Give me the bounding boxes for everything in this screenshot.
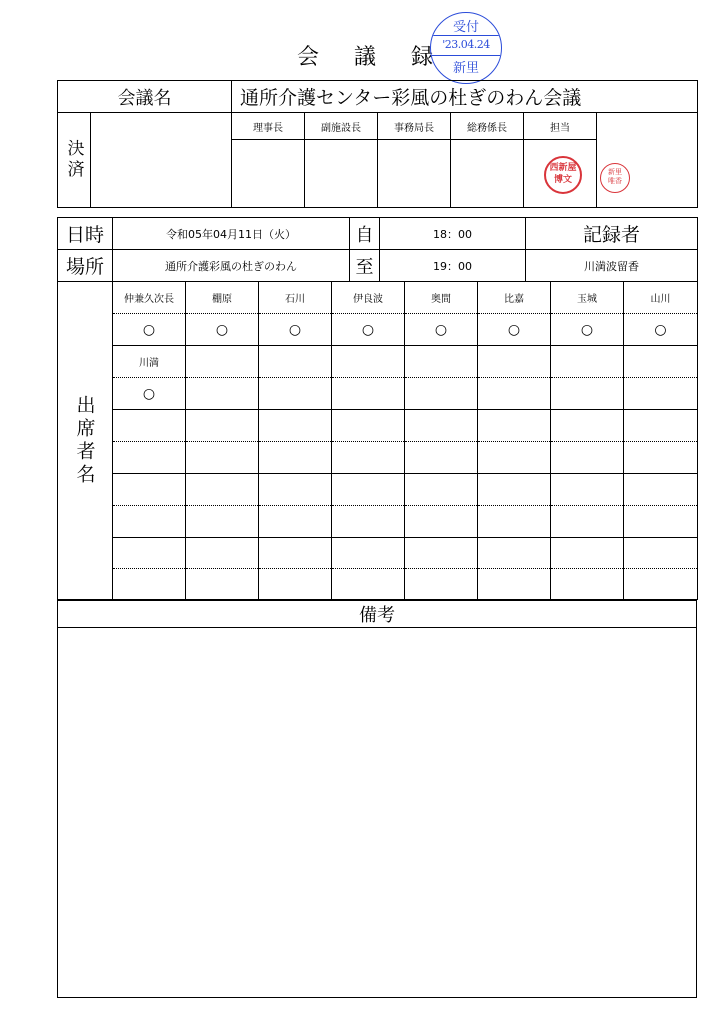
attendance-mark: [113, 506, 186, 538]
attendance-mark: ○: [113, 314, 186, 346]
attendance-mark: [332, 378, 405, 410]
seal-box-vice-director: [305, 140, 378, 208]
attendee-name: [113, 474, 186, 506]
attendee-name: 川満: [113, 346, 186, 378]
attendee-name: [405, 346, 478, 378]
recorder-value: 川満波留香: [526, 250, 698, 282]
attendees-label: 出席者名: [58, 282, 113, 600]
attendee-name: [113, 410, 186, 442]
remarks-body: [58, 628, 697, 998]
position-chairman: 理事長: [232, 113, 305, 140]
attendance-mark: [259, 378, 332, 410]
position-vice-director: 副施設長: [305, 113, 378, 140]
attendance-mark: [186, 569, 259, 600]
document-title: 会 議 録: [297, 45, 447, 70]
attendee-name: 奥間: [405, 282, 478, 314]
attendance-mark: ○: [405, 314, 478, 346]
attendee-name: [113, 538, 186, 569]
attendance-mark: [405, 569, 478, 600]
attendance-mark: [113, 442, 186, 474]
seal-box-secretary-general: [378, 140, 451, 208]
attendee-name: [332, 410, 405, 442]
seal-stamp: 新里 唯香: [600, 163, 630, 193]
attendance-mark: [332, 569, 405, 600]
attendance-mark: [186, 378, 259, 410]
attendee-name: 比嘉: [478, 282, 551, 314]
attendance-mark: ○: [259, 314, 332, 346]
date-value: 令和05年04月11日（火）: [113, 218, 350, 250]
attendee-name: [478, 474, 551, 506]
attendance-mark: [405, 378, 478, 410]
received-stamp-bottom: 新里: [452, 61, 479, 76]
seal-box-tanto: [524, 140, 597, 208]
attendance-mark: [478, 569, 551, 600]
attendee-name: [186, 410, 259, 442]
to-label: 至: [350, 250, 380, 282]
attendee-name: [551, 346, 624, 378]
attendance-mark: ○: [551, 314, 624, 346]
attendance-mark: [551, 442, 624, 474]
place-label: 場所: [58, 250, 113, 282]
attendee-name: 仲兼久次長: [113, 282, 186, 314]
meeting-name-label: 会議名: [58, 81, 232, 113]
recorder-label: 記録者: [526, 218, 698, 250]
attendance-mark: [624, 442, 698, 474]
attendee-name: 棚原: [186, 282, 259, 314]
attendee-name: [624, 410, 698, 442]
attendee-name: 石川: [259, 282, 332, 314]
position-secretary-general: 事務局長: [378, 113, 451, 140]
attendee-name: 伊良波: [332, 282, 405, 314]
attendee-name: [478, 538, 551, 569]
attendee-name: [332, 346, 405, 378]
to-time: 19：00: [380, 250, 526, 282]
attendee-name: [259, 538, 332, 569]
attendance-mark: [332, 506, 405, 538]
place-value: 通所介護彩風の杜ぎのわん: [113, 250, 350, 282]
received-stamp-top: 受付: [452, 20, 479, 35]
attendee-name: [259, 474, 332, 506]
approval-blank: [91, 113, 232, 208]
attendance-mark: [113, 569, 186, 600]
attendance-mark: [478, 442, 551, 474]
attendee-name: [332, 538, 405, 569]
attendance-mark: [259, 506, 332, 538]
attendance-mark: [259, 442, 332, 474]
attendance-mark: [551, 569, 624, 600]
attendance-mark: [186, 442, 259, 474]
meeting-name-value: 通所介護センター彩風の杜ぎのわん会議: [232, 81, 698, 113]
attendee-name: [332, 474, 405, 506]
attendance-mark: [478, 378, 551, 410]
attendee-name: [624, 474, 698, 506]
attendee-name: [624, 538, 698, 569]
position-tanto: 担当: [524, 113, 597, 140]
position-general-affairs: 総務係長: [451, 113, 524, 140]
seal-stamp: 西新屋 博文: [544, 156, 582, 194]
attendee-name: [259, 410, 332, 442]
remarks-table: [57, 600, 697, 998]
received-stamp-date: '23.04.24: [442, 38, 490, 51]
from-time: 18：00: [380, 218, 526, 250]
attendee-name: [478, 410, 551, 442]
attendance-mark: ○: [332, 314, 405, 346]
date-label: 日時: [58, 218, 113, 250]
attendance-mark: [259, 569, 332, 600]
attendance-mark: [405, 442, 478, 474]
remarks-label: 備考: [58, 601, 697, 628]
attendee-name: 玉城: [551, 282, 624, 314]
approval-label: 決済: [58, 113, 91, 208]
attendee-name: [551, 474, 624, 506]
attendance-mark: [332, 442, 405, 474]
attendee-name: [405, 410, 478, 442]
approval-extra-seal-cell: [597, 113, 698, 208]
attendee-name: [478, 346, 551, 378]
attendees-table: [57, 281, 698, 600]
attendance-mark: [405, 506, 478, 538]
attendance-mark: ○: [113, 378, 186, 410]
attendance-mark: [551, 506, 624, 538]
attendance-mark: [186, 506, 259, 538]
attendee-name: [405, 538, 478, 569]
info-table: [57, 217, 698, 282]
attendance-mark: [624, 569, 698, 600]
attendee-name: [551, 538, 624, 569]
attendance-mark: [478, 506, 551, 538]
seal-box-general-affairs: [451, 140, 524, 208]
attendance-mark: [551, 378, 624, 410]
attendee-name: [259, 346, 332, 378]
attendance-mark: ○: [186, 314, 259, 346]
received-stamp: [430, 12, 502, 84]
attendee-name: [405, 474, 478, 506]
attendance-mark: ○: [624, 314, 698, 346]
approval-table: [57, 80, 698, 208]
from-label: 自: [350, 218, 380, 250]
attendee-name: 山川: [624, 282, 698, 314]
attendee-name: [624, 346, 698, 378]
attendance-mark: [624, 378, 698, 410]
attendee-name: [551, 410, 624, 442]
attendance-mark: ○: [478, 314, 551, 346]
attendee-name: [186, 474, 259, 506]
seal-box-chairman: [232, 140, 305, 208]
attendee-name: [186, 538, 259, 569]
attendance-mark: [624, 506, 698, 538]
attendee-name: [186, 346, 259, 378]
